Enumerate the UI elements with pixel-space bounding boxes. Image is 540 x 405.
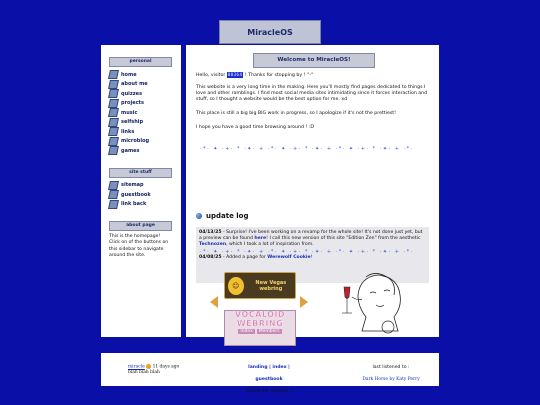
- sidebar-item-label: links: [121, 128, 135, 135]
- page-icon: [108, 137, 119, 146]
- sidebar-item-link-back[interactable]: [109, 200, 181, 210]
- personal-header: personal: [109, 57, 172, 67]
- character-illustration: [326, 267, 416, 337]
- page-icon: [108, 99, 119, 108]
- about-header: about page: [109, 221, 172, 231]
- sidebar-item-label: sitemap: [121, 182, 144, 189]
- sidebar-item-label: quizzes: [121, 90, 143, 97]
- intro-paragraph-3: I hope you have a good time browsing around ! :D: [196, 125, 314, 130]
- sidebar-item-label: microblog: [121, 138, 150, 145]
- log-date: 04/13/25: [199, 230, 222, 235]
- page-icon: [108, 118, 119, 127]
- log-text: !: [310, 255, 313, 260]
- new-vegas-webring-button[interactable]: [224, 272, 296, 299]
- technozen-link[interactable]: Technozen: [199, 242, 227, 247]
- visitor-counter: 00364: [227, 72, 243, 77]
- site-title: MiracleOS: [219, 20, 321, 44]
- sidebar-item-label: selfship: [121, 119, 144, 126]
- hello-prefix: Hello, visitor: [196, 73, 226, 78]
- sidebar-item-microblog[interactable]: [109, 137, 181, 147]
- sidebar-item-home[interactable]: [109, 70, 181, 80]
- sidebar-item-games[interactable]: [109, 146, 181, 156]
- smiley-icon: [146, 364, 151, 369]
- sidebar-item-label: about me: [121, 81, 148, 88]
- sidebar-item-music[interactable]: [109, 108, 181, 118]
- sidebar-item-projects[interactable]: [109, 99, 181, 109]
- sidebar-item-quizzes[interactable]: [109, 89, 181, 99]
- log-date: 04/08/25: [199, 255, 222, 260]
- footer-thanks: thanks for visiting :): [245, 389, 293, 394]
- page-icon: [108, 200, 119, 209]
- sidebar-item-label: guestbook: [121, 191, 151, 198]
- intro-paragraph-1: This website is a very long time in the making. Here you'll mostly find pages dedicated to things I love and other ramblings. I find most social media sites intimidating since it forces interaction and stuff, so I thought a website would be the best option for me. xd: [196, 85, 428, 102]
- sidebar-item-links[interactable]: [109, 127, 181, 137]
- sparkle-divider: ·*· ✦ ·+· * ·✦· + ·*· ✦ ·+· * ·✦· + ·*· ✦ ·+· * ·✦· + ·*·: [200, 146, 414, 152]
- sidebar: [101, 45, 184, 337]
- log-text: - Added a page for: [221, 255, 268, 260]
- sidebar-item-label: games: [121, 147, 140, 154]
- sidebar-item-about-me[interactable]: [109, 80, 181, 90]
- new-vegas-webring-label: New Vegas webring: [255, 279, 287, 292]
- webring-prev-arrow[interactable]: [210, 296, 218, 308]
- about-text: This is the homepage! Click on of the buttons on this sidebar to navigate around the site.: [109, 234, 169, 258]
- last-listened: [359, 362, 423, 386]
- sidebar-item-guestbook[interactable]: [109, 190, 181, 200]
- sidebar-item-sitemap[interactable]: [109, 181, 181, 191]
- site-nav: [101, 181, 181, 210]
- vocaloid-webring-banner: [224, 310, 296, 346]
- page-icon: [108, 70, 119, 79]
- track-link[interactable]: Dark Horse by Katy Perry: [362, 377, 420, 382]
- vault-boy-icon: ☺: [228, 277, 244, 295]
- log-text: ! I call this new version of this site "Edition Zen" from the aesthetic: [266, 236, 421, 241]
- sidebar-item-selfship[interactable]: [109, 118, 181, 128]
- hello-suffix: ! Thanks for stopping by ! °-°: [244, 73, 314, 78]
- personal-nav: [101, 70, 181, 156]
- page-icon: [108, 89, 119, 98]
- log-entry: [199, 230, 426, 248]
- log-text: , which I took a lot of inspiration from.: [226, 242, 314, 247]
- vocaloid-webring-label: VOCALOID WEBRING: [234, 310, 286, 328]
- vocaloid-members-link[interactable]: Members: [258, 329, 280, 334]
- last-listened-label: last listened to :: [372, 365, 410, 370]
- page-icon: [108, 108, 119, 117]
- page-icon: [108, 146, 119, 155]
- status-time: 11 days ago: [152, 364, 180, 370]
- page-icon: [108, 190, 119, 199]
- log-text: - Surprise! I've been working on a revamp for the whole site! It's not done just yet, but a preview can be found: [199, 230, 423, 241]
- footer-links: [237, 362, 301, 398]
- status-widget: [128, 364, 179, 376]
- sparkle-divider: ·*· ✦ ·+· * ·✦· + ·*· ✦ ·+· * ·✦· + ·*· ✦ ·+· * ·✦· + ·*·: [200, 249, 414, 255]
- site-stuff-header: site stuff: [109, 168, 172, 178]
- preview-link[interactable]: here: [254, 236, 267, 241]
- status-user-link[interactable]: miracle: [128, 364, 145, 370]
- vocaloid-index-link[interactable]: Index: [240, 329, 253, 334]
- sidebar-item-label: music: [121, 109, 138, 116]
- vocaloid-webring-links: [225, 329, 295, 334]
- sidebar-item-label: home: [121, 71, 137, 78]
- status-text: blah blah blah: [128, 370, 160, 376]
- main-content: [186, 45, 439, 337]
- intro-paragraph-2: This place is still a big big BIG work in progress, so I apologize if it's not the prettiest!: [196, 111, 396, 116]
- update-log-heading: [196, 212, 248, 220]
- footer: [101, 353, 439, 394]
- update-log-title: update log: [206, 212, 249, 220]
- page-icon: [108, 80, 119, 89]
- hello-line: [196, 72, 432, 79]
- page-icon: [108, 127, 119, 136]
- page-icon: [108, 181, 119, 190]
- globe-icon: [196, 213, 202, 219]
- werewolf-cookie-link[interactable]: Werewolf Cookie: [267, 255, 311, 260]
- sidebar-item-label: link back: [121, 201, 147, 208]
- footer-nav-links[interactable]: landing | index | guestbook: [248, 365, 290, 382]
- webring-next-arrow[interactable]: [300, 296, 308, 308]
- sidebar-item-label: projects: [121, 100, 144, 107]
- welcome-title: Welcome to MiracleOS!: [253, 53, 375, 68]
